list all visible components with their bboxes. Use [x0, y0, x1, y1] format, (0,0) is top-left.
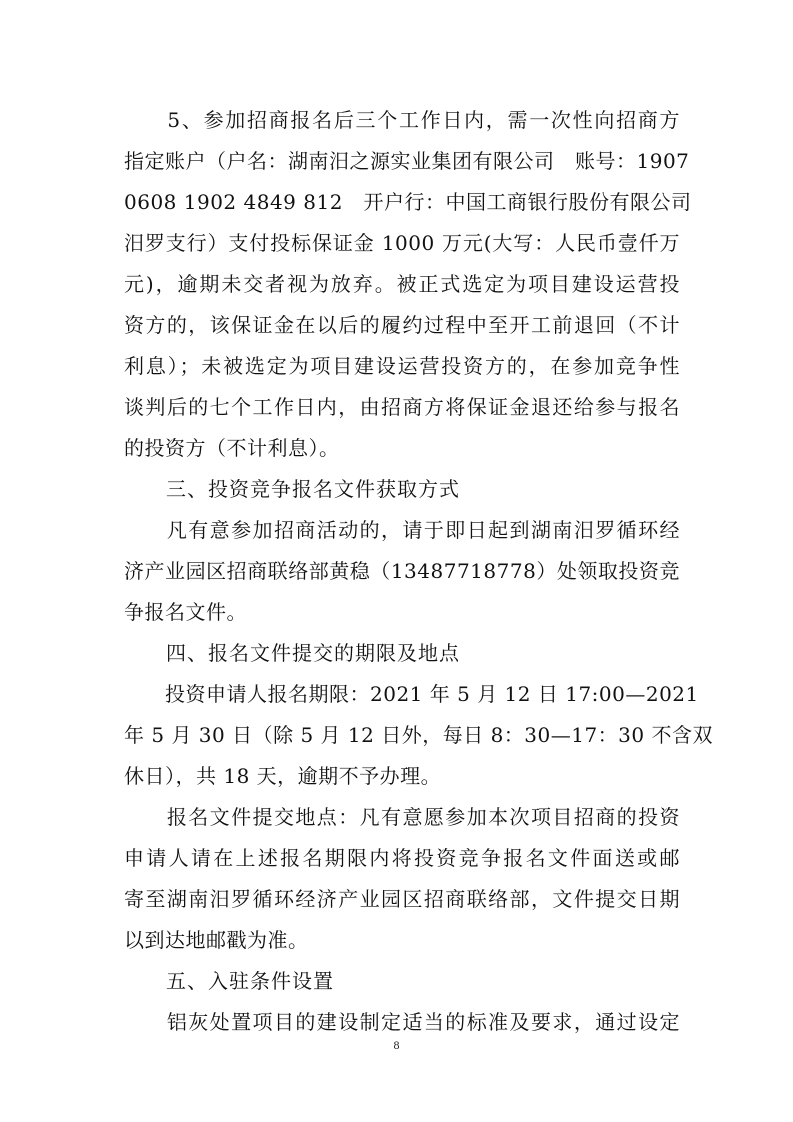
text-line: 元)，逾期未交者视为放弃。被正式选定为项目建设运营投	[124, 272, 680, 296]
heading-text: 四、报名文件提交的期限及地点	[124, 641, 460, 665]
paragraph	[124, 674, 713, 797]
text-line: 寄至湖南汨罗循环经济产业园区招商联络部，文件提交日期	[124, 887, 680, 911]
text-line: 以到达地邮戳为准。	[124, 928, 309, 952]
text-line: 指定账户（户名：湖南汨之源实业集团有限公司 账号：1907	[124, 149, 690, 173]
text-line: 投资申请人报名期限：2021 年 5 月 12 日 17:00—2021	[124, 682, 699, 706]
text-line: 争报名文件。	[124, 600, 247, 624]
text-line: 的投资方（不计利息）。	[124, 436, 340, 460]
paragraph	[124, 100, 692, 469]
text-line: 5、参加招商报名后三个工作日内，需一次性向招商方	[124, 108, 680, 132]
text-line: 申请人请在上述报名期限内将投资竞争报名文件面送或邮	[124, 846, 680, 870]
text-line: 资方的，该保证金在以后的履约过程中至开工前退回（不计	[124, 313, 680, 337]
paragraph	[124, 797, 680, 961]
text-line: 休日），共 18 天，逾期不予办理。	[124, 764, 442, 788]
text-line: 谈判后的七个工作日内，由招商方将保证金退还给参与报名	[124, 395, 680, 419]
heading-text: 三、投资竞争报名文件获取方式	[124, 477, 460, 501]
text-line: 铝灰处置项目的建设制定适当的标准及要求，通过设定	[124, 1010, 680, 1034]
text-line: 利息）；未被选定为项目建设运营投资方的，在参加竞争性	[124, 354, 680, 378]
text-line: 汨罗支行）支付投标保证金 1000 万元(大写：人民币壹仟万	[124, 231, 680, 255]
document-body	[124, 100, 713, 1043]
paragraph	[124, 1002, 680, 1043]
page-number: 8	[393, 1038, 400, 1052]
section-heading	[124, 633, 680, 674]
text-line: 0608 1902 4849 812 开户行：中国工商银行股份有限公司	[124, 190, 692, 214]
text-line: 报名文件提交地点：凡有意愿参加本次项目招商的投资	[124, 805, 680, 829]
section-heading	[124, 469, 680, 510]
text-line: 凡有意参加招商活动的，请于即日起到湖南汨罗循环经	[124, 518, 680, 542]
section-heading	[124, 961, 680, 1002]
text-line: 年 5 月 30 日（除 5 月 12 日外，每日 8：30—17：30 不含双	[124, 723, 713, 747]
heading-text: 五、入驻条件设置	[124, 969, 334, 993]
paragraph	[124, 510, 680, 633]
text-line: 济产业园区招商联络部黄稳（13487718778）处领取投资竞	[124, 559, 680, 583]
